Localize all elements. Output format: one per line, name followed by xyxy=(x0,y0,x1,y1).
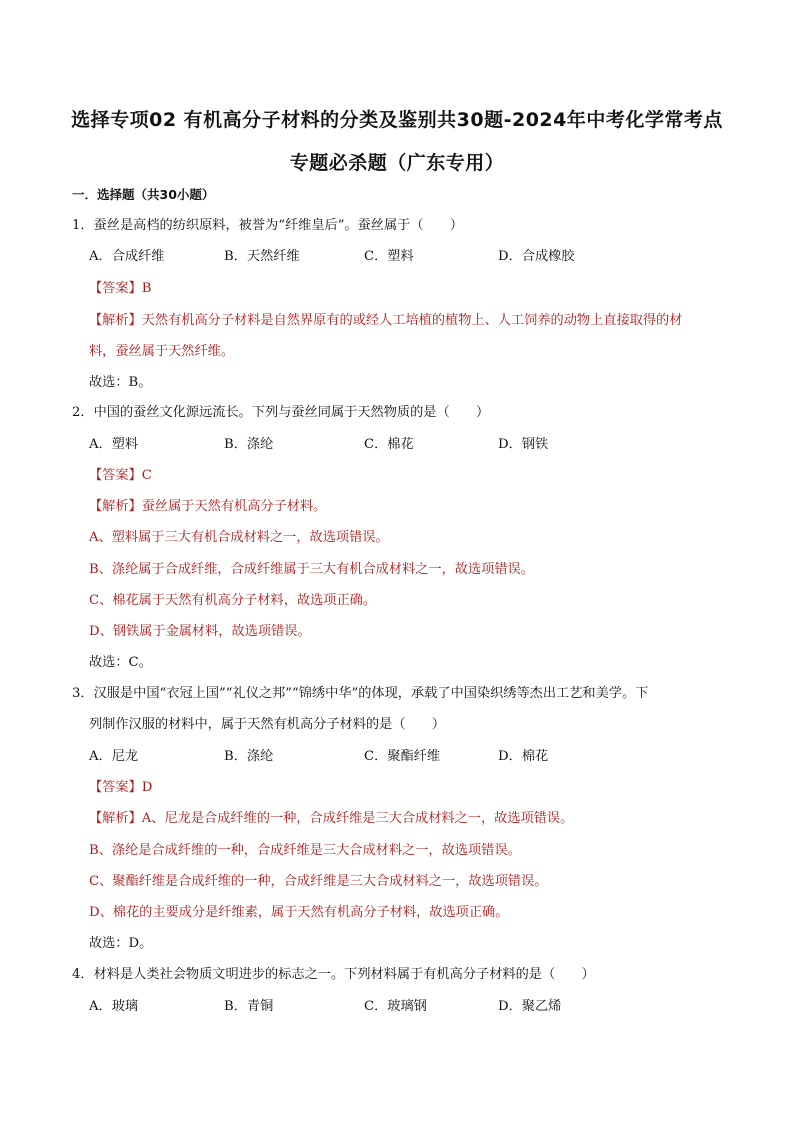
q2-option-d: D．钢铁 xyxy=(498,437,549,452)
q2-analysis-text: 蚕丝属于天然有机高分子材料。 xyxy=(141,499,327,514)
q3-answer-value: D xyxy=(141,780,153,795)
q2-option-b: B．涤纶 xyxy=(224,437,274,452)
q3-analysis-text: A、尼龙是合成纤维的一种，合成纤维是三大合成材料之一，故选项错误。 xyxy=(141,811,574,826)
q2-point-d: D、钢铁属于金属材料，故选项错误。 xyxy=(89,624,311,639)
document-title-line1: 选择专项02 有机高分子材料的分类及鉴别共30题-2024年中考化学常考点 xyxy=(71,109,723,131)
q3-option-c: C．聚酯纤维 xyxy=(364,749,441,764)
q1-answer-value: B xyxy=(141,281,152,296)
q3-option-b: B．涤纶 xyxy=(224,749,274,764)
section-heading: 一．选择题（共30小题） xyxy=(72,187,215,202)
q2-point-b: B、涤纶属于合成纤维，合成纤维属于三大有机合成材料之一，故选项错误。 xyxy=(89,562,534,577)
q1-analysis-text: 天然有机高分子材料是自然界原有的或经人工培植的植物上、人工饲养的动物上直接取得的材 xyxy=(141,313,683,328)
q1-option-d: D．合成橡胶 xyxy=(498,249,575,264)
q3-conclusion: 故选：D。 xyxy=(89,936,153,951)
q2-answer-value: C xyxy=(141,468,152,483)
question-4-text: 4．材料是人类社会物质文明进步的标志之一。下列材料属于有机高分子材料的是（ ） xyxy=(72,967,595,982)
q2-option-c: C．棉花 xyxy=(364,437,414,452)
q1-analysis-line1 xyxy=(89,312,682,330)
answer-tag: 【答案】 xyxy=(89,281,142,296)
q3-option-d: D．棉花 xyxy=(498,749,549,764)
q3-point-b: B、涤纶是合成纤维的一种，合成纤维是三大合成材料之一，故选项错误。 xyxy=(89,843,521,858)
q4-option-d: D．聚乙烯 xyxy=(498,999,562,1014)
document-title-line2: 专题必杀题（广东专用） xyxy=(289,152,505,174)
q2-analysis-line1 xyxy=(89,498,326,516)
q2-point-a: A、塑料属于三大有机合成材料之一，故选项错误。 xyxy=(89,530,389,545)
q1-option-c: C．塑料 xyxy=(364,249,414,264)
q4-option-c: C．玻璃钢 xyxy=(364,999,427,1014)
q1-option-a: A．合成纤维 xyxy=(89,249,165,264)
q2-option-a: A．塑料 xyxy=(89,437,139,452)
q4-option-b: B．青铜 xyxy=(224,999,274,1014)
question-3-text-line2: 列制作汉服的材料中，属于天然有机高分子材料的是（ ） xyxy=(89,717,446,732)
answer-tag: 【答案】 xyxy=(89,780,142,795)
analysis-tag: 【解析】 xyxy=(89,811,142,826)
q2-conclusion: 故选：C。 xyxy=(89,655,152,670)
q1-conclusion: 故选：B。 xyxy=(89,375,152,390)
q1-analysis-line2: 料，蚕丝属于天然纤维。 xyxy=(89,344,235,359)
q4-option-a: A．玻璃 xyxy=(89,999,139,1014)
q1-answer xyxy=(89,280,151,298)
question-2-text: 2．中国的蚕丝文化源远流长。下列与蚕丝同属于天然物质的是（ ） xyxy=(72,405,490,420)
q3-point-c: C、聚酯纤维是合成纤维的一种，合成纤维是三大合成材料之一，故选项错误。 xyxy=(89,874,548,889)
q1-option-b: B．天然纤维 xyxy=(224,249,300,264)
question-3-text-line1: 3．汉服是中国“衣冠上国”“礼仪之邦”“锦绣中华”的体现，承载了中国染织绣等杰出工艺和美学。下 xyxy=(72,686,649,701)
answer-tag: 【答案】 xyxy=(89,468,142,483)
q2-answer xyxy=(89,467,152,485)
q3-answer xyxy=(89,779,152,797)
q2-point-c: C、棉花属于天然有机高分子材料，故选项正确。 xyxy=(89,593,377,608)
question-1-text: 1．蚕丝是高档的纺织原料，被誉为“纤维皇后”。蚕丝属于（ ） xyxy=(72,218,464,233)
analysis-tag: 【解析】 xyxy=(89,313,142,328)
q3-analysis-line1 xyxy=(89,810,573,828)
q3-point-d: D、棉花的主要成分是纤维素，属于天然有机高分子材料，故选项正确。 xyxy=(89,905,509,920)
q3-option-a: A．尼龙 xyxy=(89,749,139,764)
analysis-tag: 【解析】 xyxy=(89,499,142,514)
